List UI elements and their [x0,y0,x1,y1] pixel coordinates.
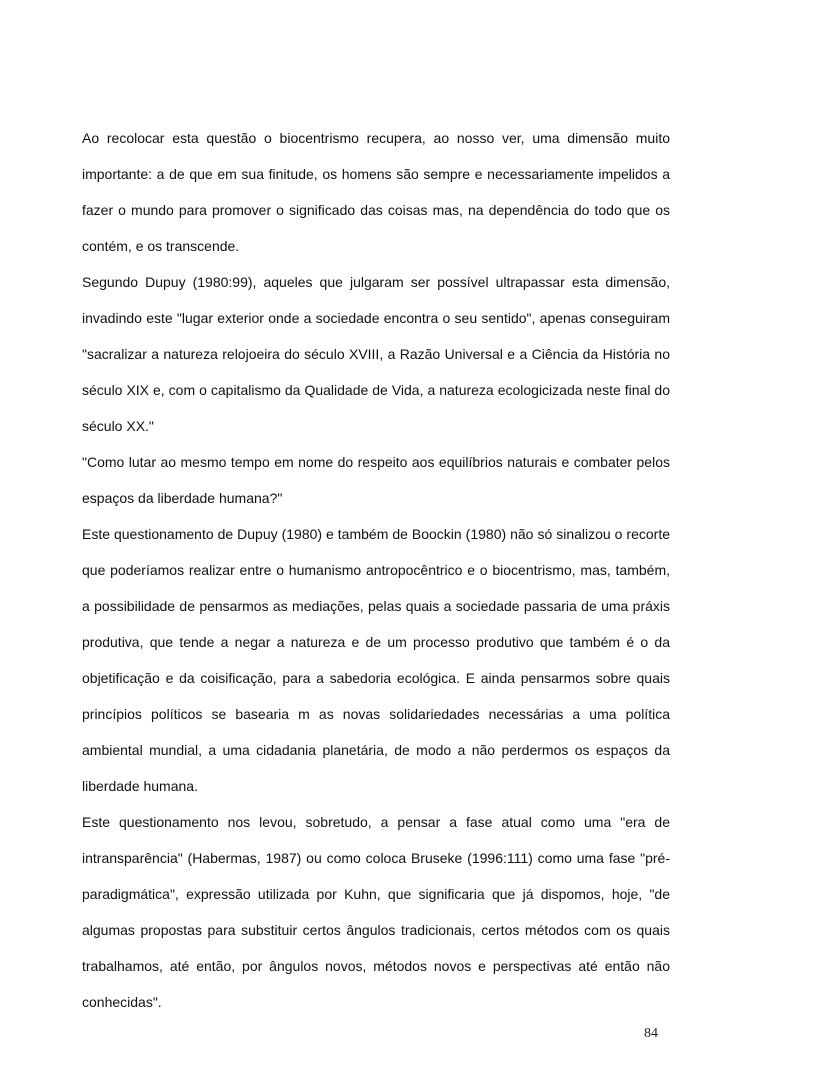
paragraph-4: Este questionamento de Dupuy (1980) e também de Boockin (1980) não só sinalizou o recorte que poderíamos realizar entre o humanismo antropocêntrico e o biocentrismo, mas, também, a possibilidade de pensarmos as mediações, pelas quais a sociedade passaria de uma práxis produtiva, que tende a negar a natureza e de um processo produtivo que também é o da objetificação e da coisificação, para a sabedoria ecológica. E ainda pensarmos sobre quais princípios políticos se basearia m as novas solidariedades necessárias a uma política ambiental mundial, a uma cidadania planetária, de modo a não perdermos os espaços da liberdade humana. [82,526,670,794]
paragraph-5: Este questionamento nos levou, sobretudo, a pensar a fase atual como uma "era de intransparência" (Habermas, 1987) ou como coloca Bruseke (1996:111) como uma fase "pré-paradigmática", expressão utilizada por Kuhn, que significaria que já dispomos, hoje, "de algumas propostas para substituir certos ângulos tradicionais, certos métodos com os quais trabalhamos, até então, por ângulos novos, métodos novos e perspectivas até então não conhecidas". [82,814,670,1010]
paragraph-3: "Como lutar ao mesmo tempo em nome do respeito aos equilíbrios naturais e combater pelos espaços da liberdade humana?" [82,454,670,506]
paragraph-1: Ao recolocar esta questão o biocentrismo recupera, ao nosso ver, uma dimensão muito importante: a de que em sua finitude, os homens são sempre e necessariamente impelidos a fazer o mundo para promover o significado das coisas mas, na dependência do todo que os contém, e os transcende. [82,130,670,254]
paragraph-2: Segundo Dupuy (1980:99), aqueles que julgaram ser possível ultrapassar esta dimensão, invadindo este "lugar exterior onde a sociedade encontra o seu sentido", apenas conseguiram "sacralizar a natureza relojoeira do século XVIII, a Razão Universal e a Ciência da História no século XIX e, com o capitalismo da Qualidade de Vida, a natureza ecologicizada neste final do século XX." [82,274,670,434]
document-body [82,120,670,1020]
page-number: 84 [644,1026,658,1041]
